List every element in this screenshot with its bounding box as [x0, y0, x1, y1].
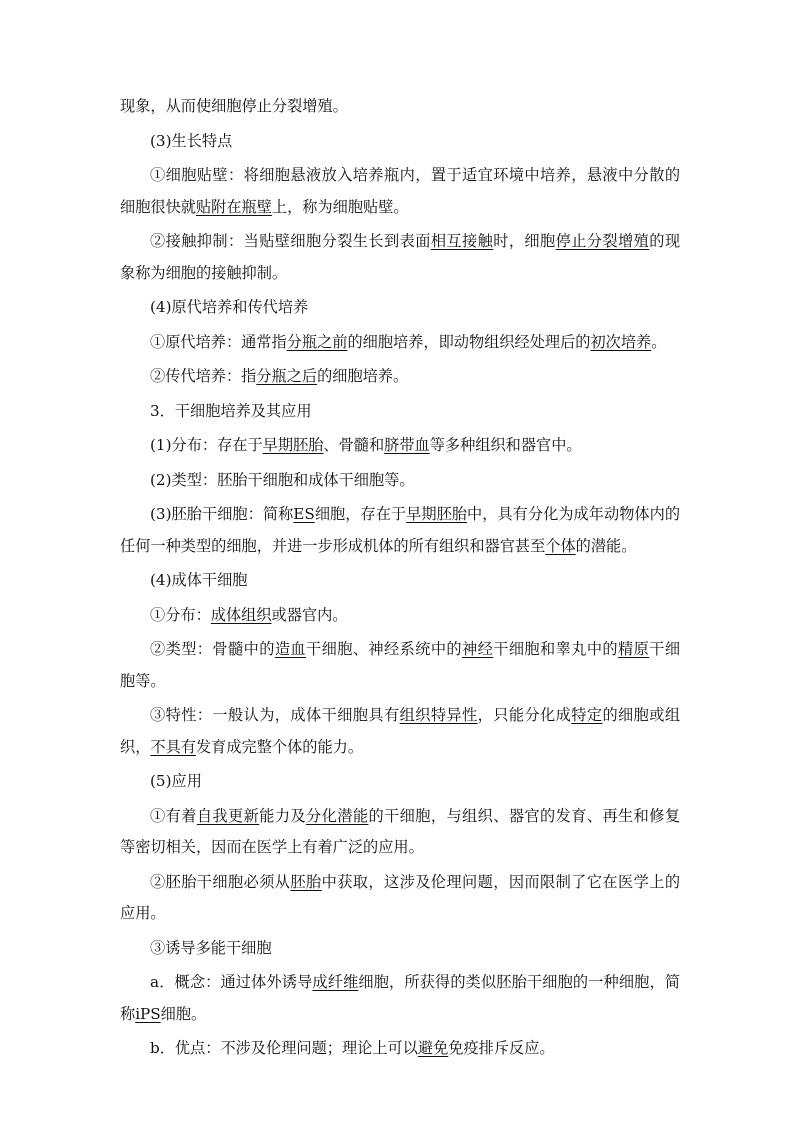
text-span: ①原代培养： [150, 332, 242, 351]
underlined-term: 相互接触 [430, 232, 494, 250]
paragraph [120, 1033, 680, 1065]
text-span: (4)成体干细胞 [150, 571, 248, 589]
underlined-term: ES [293, 505, 315, 523]
paragraph [120, 361, 680, 393]
underlined-term: 成纤维 [312, 973, 359, 991]
text-span: (5)应用 [150, 772, 202, 790]
underlined-term: 个体 [545, 536, 576, 555]
underlined-term: 脐带血 [384, 436, 430, 454]
text-span: 3．干细胞培养及其应用 [150, 401, 312, 420]
paragraph [120, 292, 680, 324]
text-span: ②传代培养：指 [150, 367, 257, 385]
underlined-term: 自我更新 [196, 806, 260, 825]
underlined-term: 胚胎 [290, 872, 322, 891]
underlined-term: 初次培养 [590, 332, 652, 351]
underlined-term: 精原 [618, 640, 650, 658]
underlined-term: iPS [135, 1004, 161, 1023]
text-span: 免疫排斥反应。 [448, 1039, 555, 1057]
paragraph [120, 933, 680, 965]
text-span: ②胚胎干细胞必须从 [150, 872, 291, 891]
text-span: 发育成完整个体的能力。 [195, 737, 363, 756]
text-span: 通过体外诱导 [220, 973, 313, 991]
text-span: 的干细胞，与组织、器官的发育、再生和修复等密切相关，因而在医学上有着广泛的应用。 [120, 806, 681, 856]
paragraph [120, 801, 680, 864]
paragraph [120, 967, 680, 1030]
text-span: ③诱导多能干细胞 [150, 938, 272, 957]
text-span: 骨髓中的 [212, 640, 275, 658]
paragraph [120, 499, 680, 562]
text-span: ①有着 [150, 806, 197, 825]
text-span: 干细胞等。 [120, 640, 681, 690]
text-span: 当贴壁细胞分裂生长到表面 [243, 232, 431, 250]
text-span: (4)原代培养和传代培养 [150, 298, 309, 316]
underlined-term: 特定 [571, 706, 603, 724]
text-span: 的细胞培养。 [317, 367, 409, 385]
text-span: 等多种组织和器官中。 [429, 436, 582, 454]
text-span: (3)胚胎干细胞： [150, 505, 263, 523]
text-span: 时，细胞 [493, 232, 556, 250]
paragraph [120, 126, 680, 158]
paragraph [120, 700, 680, 763]
text-span: 中，具有分化为成年动物体内的任何一种类型的细胞，并进一步形成机体的所有组织和器官甚至 [120, 505, 681, 555]
paragraph [120, 634, 680, 697]
underlined-term: 早期胚胎 [406, 505, 468, 523]
text-span: 细胞。 [160, 1004, 207, 1023]
text-span: 将细胞悬液放入培养瓶内，置于适宜环境中培养，悬液中分散的细胞很快就 [120, 166, 681, 216]
document-body [120, 91, 680, 1065]
text-span: 细胞，存在于 [314, 505, 407, 523]
paragraph [120, 465, 680, 497]
text-span: (1)分布：存在于 [150, 436, 263, 454]
text-span: 能力及 [259, 806, 307, 825]
paragraph [120, 600, 680, 632]
text-span: 一般认为，成体干细胞具有 [212, 706, 400, 724]
text-span: ③特性： [150, 706, 213, 724]
paragraph [120, 430, 680, 462]
text-span: 的潜能。 [575, 536, 637, 555]
underlined-term: 分瓶之后 [256, 367, 318, 385]
text-span: 、骨髓和 [323, 436, 385, 454]
text-span: 上，称为细胞贴壁。 [271, 197, 409, 216]
text-span: 干细胞和睾丸中的 [493, 640, 619, 658]
underlined-term: 分瓶之前 [286, 332, 348, 351]
paragraph [120, 226, 680, 289]
text-span: 或器官内。 [271, 605, 348, 624]
text-span: a．概念： [150, 973, 221, 991]
underlined-term: 造血 [274, 640, 307, 658]
paragraph [120, 396, 680, 428]
underlined-term: 组织特异性 [399, 706, 478, 724]
text-span: 简称 [262, 505, 294, 523]
text-span: (3)生长特点 [150, 131, 233, 150]
underlined-term: 停止分裂增殖 [555, 232, 650, 250]
text-span: 的细胞培养，即动物组织经处理后的 [347, 332, 591, 351]
underlined-term: 分化潜能 [306, 806, 369, 825]
underlined-term: 早期胚胎 [262, 436, 324, 454]
underlined-term: 贴附在瓶壁 [195, 197, 272, 216]
text-span: 。 [651, 332, 667, 351]
paragraph [120, 867, 680, 930]
text-span: 细胞，所获得的类似胚胎干细胞的一种细胞，简称 [120, 973, 681, 1023]
text-span: (2)类型：胚胎干细胞和成体干细胞等。 [150, 470, 415, 489]
paragraph [120, 160, 680, 223]
text-span: ，只能分化成 [477, 706, 572, 724]
paragraph [120, 766, 680, 798]
text-span: ①分布： [150, 605, 211, 624]
text-span: 的细胞或组织， [120, 706, 681, 756]
text-span: ②类型： [150, 640, 213, 658]
underlined-term: 避免 [417, 1039, 449, 1057]
paragraph [120, 327, 680, 359]
text-span: ②接触抑制： [150, 232, 244, 250]
paragraph [120, 91, 680, 123]
text-span: b．优点：不涉及伦理问题；理论上可以 [150, 1039, 418, 1057]
paragraph [120, 565, 680, 597]
text-span: ①细胞贴壁： [150, 166, 244, 184]
underlined-term: 不具有 [150, 737, 196, 756]
text-span: 中获取，这涉及伦理问题，因而限制了它在医学上的应用。 [120, 872, 681, 922]
underlined-term: 神经 [462, 640, 494, 658]
text-span: 通常指 [241, 332, 287, 351]
underlined-term: 成体组织 [210, 605, 272, 624]
text-span: 的现象称为细胞的接触抑制。 [120, 232, 681, 282]
text-span: 现象，从而使细胞停止分裂增殖。 [120, 97, 348, 115]
text-span: 干细胞、神经系统中的 [306, 640, 463, 658]
